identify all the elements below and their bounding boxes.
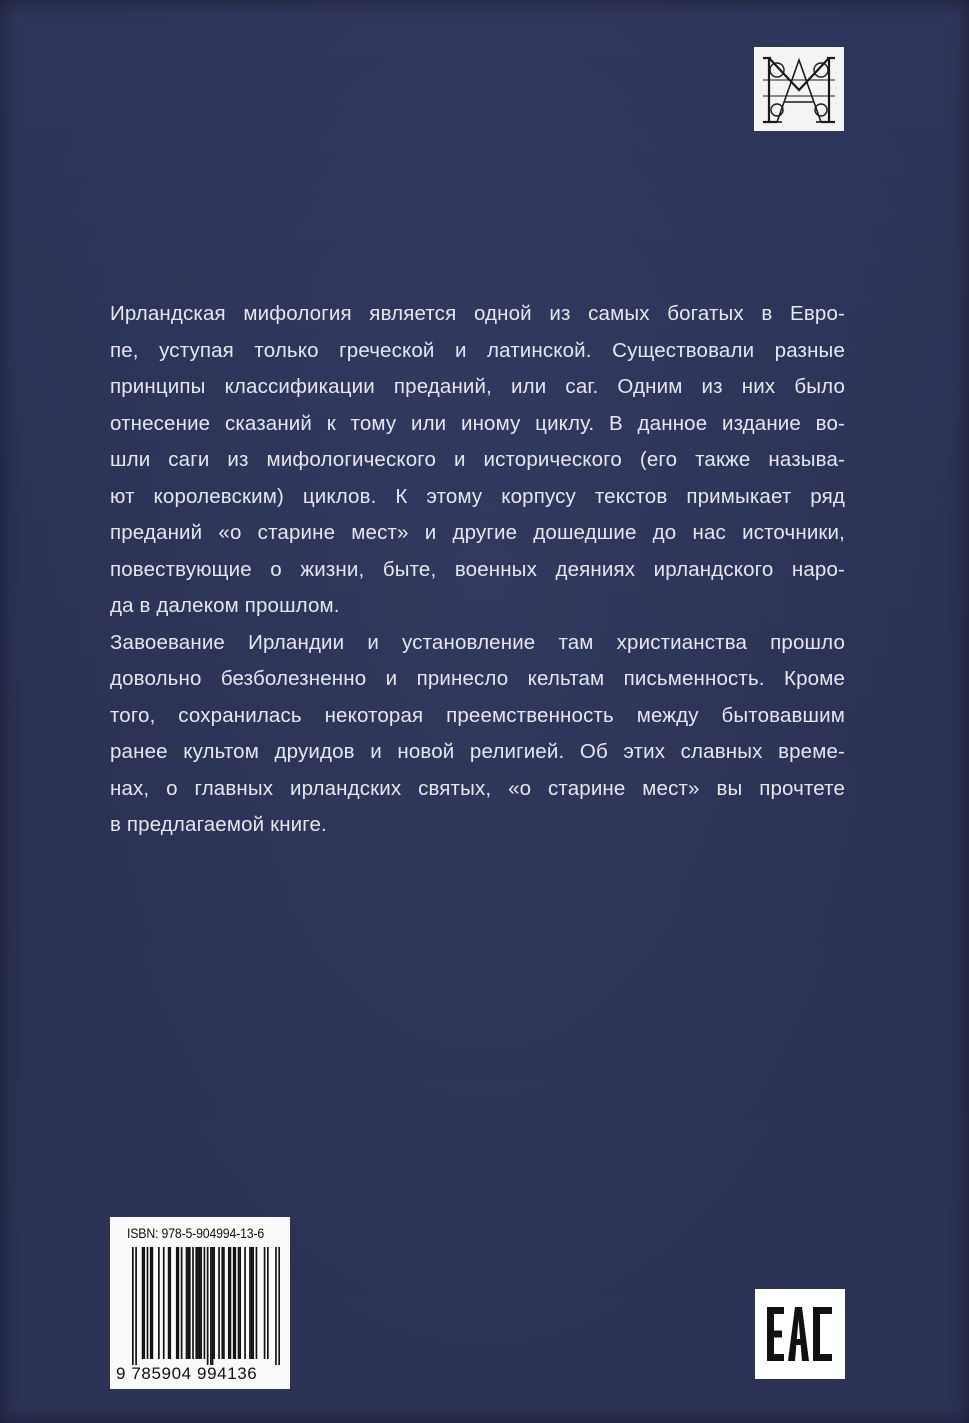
annotation-line: довольно безболезненно и принесло кельтам письменность. Кроме (110, 667, 845, 690)
annotation-text (110, 296, 845, 844)
annotation-line: нах, о главных ирландских святых, «о старине мест» вы прочтете (110, 776, 845, 800)
annotation-line: того, сохранилась некоторая преемственность между бытовавшим (110, 703, 845, 727)
annotation-line: Завоевание Ирландии и установление там христианства прошло (110, 630, 845, 654)
annotation-line: повествующие о жизни, быте, военных деяниях ирландского наро- (110, 557, 845, 581)
annotation-line: отнесение сказаний к тому или иному циклу. В данное издание во- (110, 411, 845, 435)
eac-mark (755, 1289, 845, 1379)
annotation-line: шли саги из мифологического и исторического (его также называ- (110, 448, 845, 471)
annotation-line: ют королевским) циклов. К этому корпусу текстов примыкает ряд (110, 484, 845, 508)
publisher-monogram-am-icon (757, 50, 841, 128)
annotation-line: принципы классификации преданий, или саг. Одним из них было (110, 375, 845, 398)
annotation-line: Ирландская мифология является одной из самых богатых в Евро- (110, 302, 845, 325)
annotation-line: ранее культом друидов и новой религией. Об этих славных време- (110, 740, 845, 763)
isbn-barcode-block (110, 1217, 290, 1389)
annotation-line: да в далеком прошлом. (110, 594, 340, 617)
barcode-icon (132, 1247, 280, 1365)
annotation-line: в предлагаемой книге. (110, 813, 327, 836)
annotation-line: пе, уступая только греческой и латинской. Существовали разные (110, 338, 845, 362)
eac-conformity-mark-icon (755, 1289, 845, 1379)
publisher-logo (754, 47, 844, 131)
annotation-line: преданий «о старине мест» и другие дошедшие до нас источники, (110, 521, 845, 544)
barcode-digits: 9 785904 994136 (116, 1364, 258, 1383)
isbn-label: ISBN: 978-5-904994-13-6 (127, 1225, 265, 1241)
